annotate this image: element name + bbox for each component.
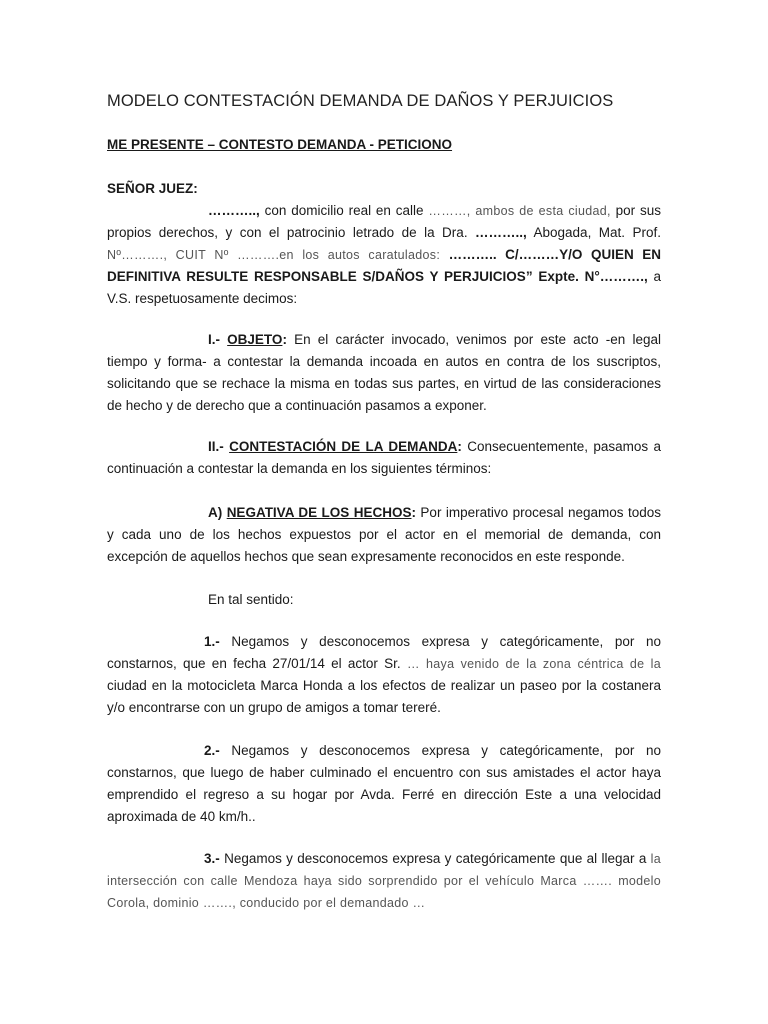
item-text: Negamos y desconocemos expresa y categóricamente, por no constarnos, que luego de haber culminado el encuentro con sus amistades el actor haya emprendido el regreso a su hogar por Avda. Ferré en dirección Este a una velocidad aproximada de 40 km/h..: [107, 743, 661, 824]
section-number: II.-: [208, 439, 230, 454]
section-objeto: [107, 329, 661, 417]
en-tal-sentido: [107, 589, 661, 611]
item-text-light: la intersección con calle Mendoza haya sido sorprendido por el vehículo Marca ……. modelo Corola, dominio ……., conducido por el demandado …: [107, 852, 661, 910]
section-contestacion: [107, 436, 661, 480]
intro-text-light: ………, ambos de esta ciudad,: [428, 204, 611, 218]
intro-text: con domicilio real en calle: [259, 203, 429, 218]
section-heading: OBJETO: [227, 332, 283, 347]
item-text-light: … haya venido de la zona céntrica de la: [406, 657, 661, 671]
addressee: SEÑOR JUEZ:: [107, 181, 198, 196]
section-text: En el carácter invocado, venimos por este acto -en legal tiempo y forma- a contestar la demanda incoada en autos en contra de los suscriptos, solicitando que se rechace la misma en todas sus partes, en virtud de las consideraciones de hecho y de derecho que a continuación pasamos a exponer.: [107, 332, 662, 413]
intro-text: a V.S. respetuosamente decimos:: [107, 269, 661, 306]
section-heading: NEGATIVA DE LOS HECHOS: [226, 505, 412, 520]
section-text: Consecuentemente, pasamos a continuación a contestar la demanda en los siguientes términos:: [107, 439, 661, 476]
intro-text: Abogada, Mat. Prof.: [526, 225, 661, 240]
paragraph-text: En tal sentido:: [208, 592, 294, 607]
item-number: 3.-: [204, 851, 220, 866]
blank-lawyer: ………..,: [475, 225, 527, 240]
document-subtitle: ME PRESENTE – CONTESTO DEMANDA - PETICIONO: [107, 137, 453, 152]
item-number: 2.-: [204, 743, 220, 758]
item-text: Negamos y desconocemos expresa y categóricamente que al llegar a: [219, 851, 647, 866]
item-3: [107, 848, 661, 914]
section-text: Por imperativo procesal negamos todos y cada uno de los hechos expuestos por el actor en el memorial de demanda, con excepción de aquellos hechos que sean expresamente reconocidos en este responde.: [107, 505, 662, 564]
intro-text: por sus propios derechos, y con el patrocinio letrado de la Dra.: [107, 203, 661, 240]
item-text: ciudad en la motocicleta Marca Honda a los efectos de realizar un paseo por la costanera y/o encontrarse con un grupo de amigos a tomar tereré.: [107, 678, 661, 715]
case-caption: ……….. C/………Y/O QUIEN EN DEFINITIVA RESULTE RESPONSABLE S/DAÑOS Y PERJUICIOS” Expte. N°……….,: [107, 247, 661, 284]
document-title: MODELO CONTESTACIÓN DEMANDA DE DAÑOS Y PERJUICIOS: [107, 92, 614, 110]
section-negativa: [107, 502, 661, 568]
section-colon: :: [411, 505, 416, 520]
intro-paragraph: [107, 200, 661, 310]
section-colon: :: [457, 439, 462, 454]
section-number: A): [208, 505, 227, 520]
section-heading: CONTESTACIÓN DE LA DEMANDA: [229, 439, 458, 454]
section-colon: :: [282, 332, 287, 347]
blank-name: ………..,: [208, 203, 260, 218]
item-text: Negamos y desconocemos expresa y categóricamente, por no constarnos, que en fecha 27/01/14 el actor Sr.: [107, 634, 661, 671]
item-number: 1.-: [204, 634, 220, 649]
section-number: I.-: [208, 332, 228, 347]
intro-text-light: Nº………., CUIT Nº ……….en los autos caratulados:: [107, 248, 449, 262]
item-2: [107, 740, 661, 828]
item-1: [107, 631, 661, 719]
